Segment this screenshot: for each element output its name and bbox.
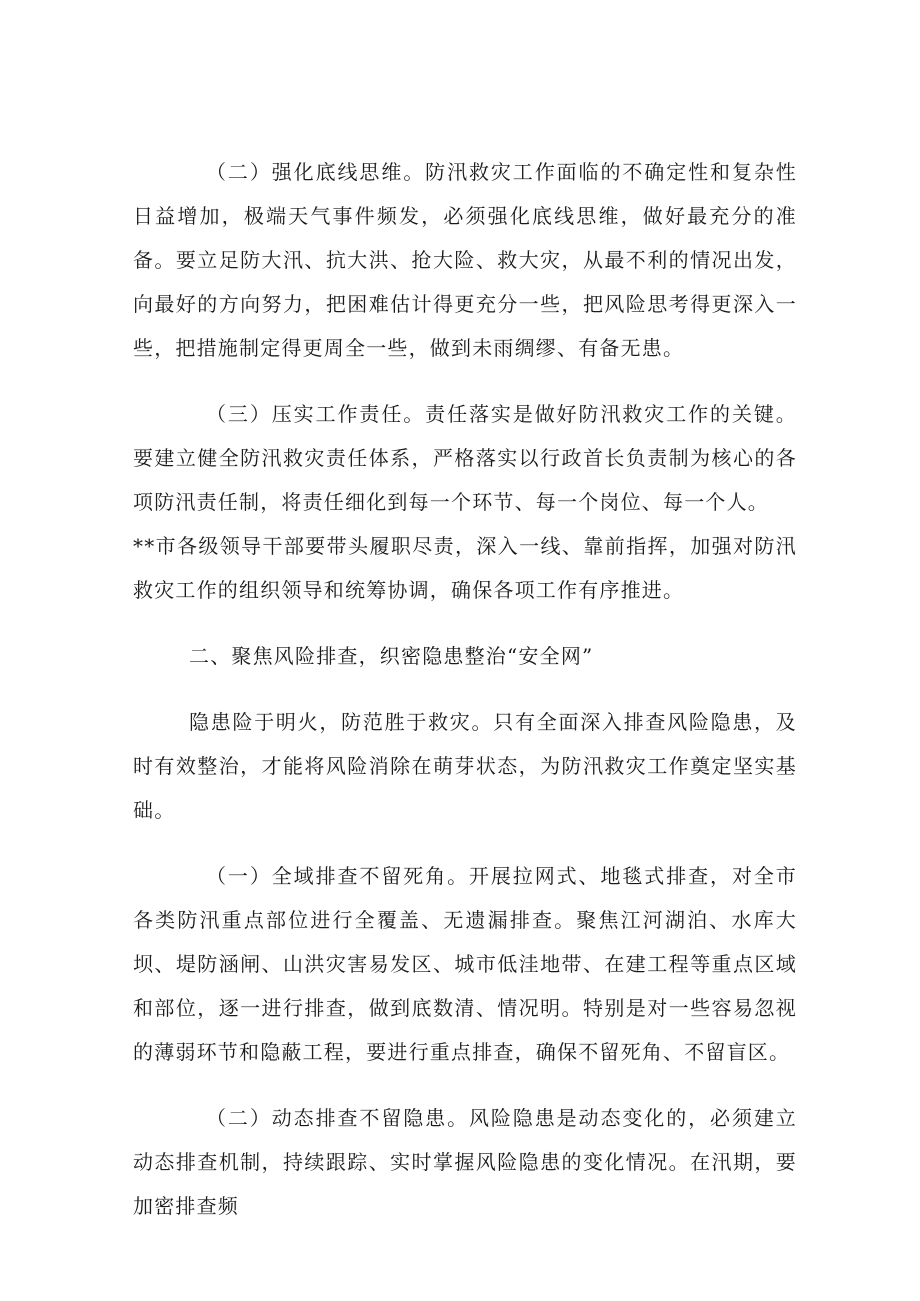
document-body	[133, 150, 797, 1228]
paragraph-leaders: **市各级领导干部要带头履职尽责，深入一线、靠前指挥，加强对防汛救灾工作的组织领导和统筹协调，确保各项工作有序推进。	[133, 534, 797, 602]
paragraph-strengthen-bottom-line: （二）强化底线思维。防汛救灾工作面临的不确定性和复杂性日益增加，极端天气事件频发，必须强化底线思维，做好最充分的准备。要立足防大汛、抗大洪、抢大险、救大灾，从最不利的情况出发，向最好的方向努力，把困难估计得更充分一些，把风险思考得更深入一些，把措施制定得更周全一些，做到未雨绸缪、有备无患。	[133, 160, 797, 360]
paragraph-gap	[133, 370, 797, 392]
paragraph-gap	[133, 612, 797, 634]
paragraph-gap	[133, 1074, 797, 1096]
paragraph-dynamic-inspection: （二）动态排查不留隐患。风险隐患是动态变化的，必须建立动态排查机制，持续跟踪、实时掌握风险隐患的变化情况。在汛期，要加密排查频	[133, 1106, 797, 1218]
paragraph-responsibility: （三）压实工作责任。责任落实是做好防汛救灾工作的关键。要建立健全防汛救灾责任体系，严格落实以行政首长负责制为核心的各项防汛责任制，将责任细化到每一个环节、每一个岗位、每一个人。	[133, 402, 797, 514]
section-heading-risk-inspection: 二、聚焦风险排查，织密隐患整治“安全网”	[189, 644, 594, 668]
paragraph-gap	[133, 678, 797, 700]
paragraph-full-inspection: （一）全域排查不留死角。开展拉网式、地毯式排查，对全市各类防汛重点部位进行全覆盖、无遗漏排查。聚焦江河湖泊、水库大坝、堤防涵闸、山洪灾害易发区、城市低洼地带、在建工程等重点区域和部位，逐一进行排查，做到底数清、情况明。特别是对一些容易忽视的薄弱环节和隐蔽工程，要进行重点排查，确保不留死角、不留盲区。	[133, 864, 797, 1064]
paragraph-gap	[133, 832, 797, 854]
paragraph-hidden-danger: 隐患险于明火，防范胜于救灾。只有全面深入排查风险隐患，及时有效整治，才能将风险消除在萌芽状态，为防汛救灾工作奠定坚实基础。	[133, 710, 797, 822]
